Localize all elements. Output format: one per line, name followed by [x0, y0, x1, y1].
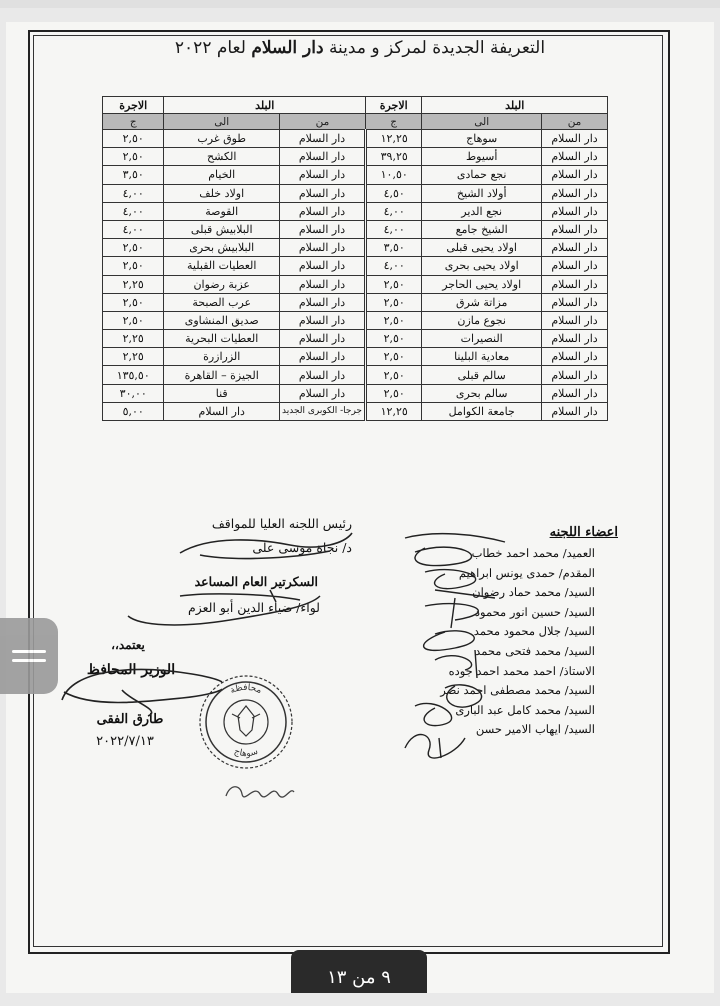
committee-member: السيد/ ايهاب الامير حسن	[475, 722, 595, 737]
cell-to-right: نجع حمادى	[422, 166, 542, 184]
cell-to-right: مزاتة شرق	[422, 293, 542, 311]
cell-from-left: دار السلام	[280, 330, 366, 348]
cell-to-right: سالم قبلى	[422, 366, 542, 384]
cell-fare-left: ٢,٥٠	[103, 293, 164, 311]
table-row	[103, 293, 608, 311]
cell-from-right: دار السلام	[542, 184, 608, 202]
cell-fare-right: ٣,٥٠	[365, 239, 421, 257]
cell-from-left: جرجا- الكوبرى الجديد	[280, 402, 366, 420]
subheader-to-left: الى	[164, 114, 280, 130]
table-row	[103, 402, 608, 420]
cell-to-left: الخيام	[164, 166, 280, 184]
fare-table	[102, 96, 608, 421]
table-row	[103, 239, 608, 257]
cell-from-right: دار السلام	[542, 384, 608, 402]
handle-grip-line	[12, 650, 46, 653]
cell-fare-left: ٢,٥٠	[103, 130, 164, 148]
cell-from-right: دار السلام	[542, 311, 608, 329]
governor-name: طارق الفقى	[96, 712, 164, 727]
chair-signature-icon	[170, 525, 360, 565]
cell-to-left: البلابيش بحرى	[164, 239, 280, 257]
cell-from-left: دار السلام	[280, 184, 366, 202]
cell-fare-right: ١٢,٢٥	[365, 130, 421, 148]
cell-fare-left: ٢,٢٥	[103, 275, 164, 293]
cell-to-left: الزرازرة	[164, 348, 280, 366]
cell-from-right: دار السلام	[542, 275, 608, 293]
cell-from-left: دار السلام	[280, 275, 366, 293]
committee-member: السيد/ حسين انور محمود	[474, 604, 595, 619]
header-destination-right: البلد	[422, 97, 608, 114]
document-title	[0, 38, 720, 58]
table-row	[103, 220, 608, 238]
committee-member: المقدم/ حمدى يونس ابراهيم	[458, 565, 595, 580]
side-panel-handle[interactable]	[0, 618, 58, 694]
committee-signatures-icon	[395, 528, 525, 760]
cell-fare-left: ٢,٥٠	[103, 239, 164, 257]
cell-fare-right: ١٢,٢٥	[365, 402, 421, 420]
cell-from-right: دار السلام	[542, 148, 608, 166]
cell-to-left: قنا	[164, 384, 280, 402]
subheader-from-right: من	[542, 114, 608, 130]
cell-from-left: دار السلام	[280, 220, 366, 238]
cell-fare-right: ٢,٥٠	[365, 384, 421, 402]
cell-from-right: دار السلام	[542, 366, 608, 384]
cell-to-right: أسيوط	[422, 148, 542, 166]
cell-fare-left: ٤,٠٠	[103, 184, 164, 202]
title-prefix: التعريفة الجديدة لمركز و مدينة	[328, 38, 546, 58]
svg-text:سوهاج	[233, 747, 260, 759]
cell-to-right: معادية البلينا	[422, 348, 542, 366]
cell-to-right: نجع الدير	[422, 202, 542, 220]
cell-from-right: دار السلام	[542, 202, 608, 220]
cell-fare-right: ٢,٥٠	[365, 330, 421, 348]
cell-from-left: دار السلام	[280, 293, 366, 311]
committee-member: الاستاذ/ احمد محمد احمد جوده	[448, 663, 595, 678]
cell-from-left: دار السلام	[280, 384, 366, 402]
approval-text: يعتمد،،	[111, 638, 145, 652]
cell-to-left: عزبة رضوان	[164, 275, 280, 293]
cell-to-right: اولاد يحيى بحرى	[422, 257, 542, 275]
table-row	[103, 366, 608, 384]
cell-to-left: العطيات القبلية	[164, 257, 280, 275]
cell-fare-right: ٤,٠٠	[365, 202, 421, 220]
cell-to-left: الكشح	[164, 148, 280, 166]
cell-to-right: النصيرات	[422, 330, 542, 348]
cell-fare-right: ٢,٥٠	[365, 275, 421, 293]
cell-fare-right: ٤,٠٠	[365, 257, 421, 275]
cell-to-right: نجوع مازن	[422, 311, 542, 329]
table-subheader-row	[103, 114, 608, 130]
handle-grip-line	[12, 659, 46, 662]
cell-to-right: اولاد يحيى قبلى	[422, 239, 542, 257]
cell-to-left: اولاد خلف	[164, 184, 280, 202]
cell-to-right: أولاد الشيخ	[422, 184, 542, 202]
subheader-to-right: الى	[422, 114, 542, 130]
table-row	[103, 202, 608, 220]
committee-member: العميد/ محمد احمد خطاب	[471, 546, 595, 560]
table-header-row	[103, 97, 608, 114]
table-row	[103, 348, 608, 366]
cell-from-right: دار السلام	[542, 166, 608, 184]
table-row	[103, 384, 608, 402]
cell-from-left: دار السلام	[280, 130, 366, 148]
title-suffix: لعام ٢٠٢٢	[174, 38, 246, 58]
cell-fare-left: ٥,٠٠	[103, 402, 164, 420]
table-row	[103, 130, 608, 148]
seal-top-text: محافظة	[228, 682, 264, 697]
cell-from-left: دار السلام	[280, 239, 366, 257]
cell-from-right: دار السلام	[542, 402, 608, 420]
cell-fare-right: ٢,٥٠	[365, 311, 421, 329]
cell-to-left: الجيزة – القاهرة	[164, 366, 280, 384]
table-row	[103, 166, 608, 184]
cell-fare-right: ٢,٥٠	[365, 348, 421, 366]
cell-fare-right: ٢,٥٠	[365, 293, 421, 311]
page-indicator: ٩ من ١٣	[291, 950, 427, 993]
cell-from-right: دار السلام	[542, 257, 608, 275]
table-row	[103, 148, 608, 166]
svg-text:محافظة	[229, 683, 263, 696]
cell-fare-right: ٤,٠٠	[365, 220, 421, 238]
cell-fare-right: ١٠,٥٠	[365, 166, 421, 184]
cell-fare-right: ٣٩,٢٥	[365, 148, 421, 166]
secretary-name: لواء/ ضياء الدين أبو العزم	[188, 600, 320, 615]
cell-fare-left: ١٣٥,٥٠	[103, 366, 164, 384]
cell-from-left: دار السلام	[280, 166, 366, 184]
table-row	[103, 257, 608, 275]
cell-fare-left: ٤,٠٠	[103, 220, 164, 238]
cell-from-right: دار السلام	[542, 330, 608, 348]
cell-from-right: دار السلام	[542, 348, 608, 366]
cell-from-right: دار السلام	[542, 130, 608, 148]
cell-fare-left: ٢,٥٠	[103, 311, 164, 329]
table-row	[103, 311, 608, 329]
cell-fare-right: ٢,٥٠	[365, 366, 421, 384]
subheader-currency-left: ج	[103, 114, 164, 130]
governor-number: ٢٠٢٢/٧/١٣	[96, 734, 154, 749]
cell-fare-left: ٢,٢٥	[103, 330, 164, 348]
cell-from-left: دار السلام	[280, 348, 366, 366]
cell-to-right: جامعة الكوامل	[422, 402, 542, 420]
cell-to-left: القوصة	[164, 202, 280, 220]
committee-member: السيد/ محمد كامل عبد البارى	[455, 702, 595, 717]
cell-fare-left: ٢,٥٠	[103, 257, 164, 275]
seal-stamp-mark-icon	[220, 778, 300, 804]
cell-fare-left: ٣,٥٠	[103, 166, 164, 184]
cell-from-right: دار السلام	[542, 220, 608, 238]
cell-fare-left: ٣٠,٠٠	[103, 384, 164, 402]
cell-to-right: اولاد يحيى الحاجر	[422, 275, 542, 293]
subheader-from-left: من	[280, 114, 366, 130]
cell-from-left: دار السلام	[280, 311, 366, 329]
cell-to-right: سالم بحرى	[422, 384, 542, 402]
governorate-seal-icon	[196, 672, 296, 772]
cell-fare-left: ٢,٥٠	[103, 148, 164, 166]
header-destination-left: البلد	[164, 97, 366, 114]
cell-from-left: دار السلام	[280, 257, 366, 275]
cell-from-right: دار السلام	[542, 239, 608, 257]
table-row	[103, 330, 608, 348]
header-fare-left: الاجرة	[103, 97, 164, 114]
chair-name: د/ نجاة موسى على	[252, 540, 352, 555]
cell-to-right: سوهاج	[422, 130, 542, 148]
cell-fare-right: ٤,٥٠	[365, 184, 421, 202]
committee-member: السيد/ محمد فتحى محمد	[475, 643, 595, 658]
header-fare-right: الاجرة	[365, 97, 421, 114]
cell-from-left: دار السلام	[280, 148, 366, 166]
cell-fare-left: ٢,٢٥	[103, 348, 164, 366]
committee-member: السيد/ محمد حماد رضوان	[472, 585, 595, 600]
cell-from-left: دار السلام	[280, 366, 366, 384]
cell-to-left: طوق غرب	[164, 130, 280, 148]
cell-from-right: دار السلام	[542, 293, 608, 311]
cell-to-left: العطيات البحرية	[164, 330, 280, 348]
committee-heading: اعضاء اللجنه	[549, 525, 618, 540]
cell-fare-left: ٤,٠٠	[103, 202, 164, 220]
subheader-currency-right: ج	[365, 114, 421, 130]
cell-from-left: دار السلام	[280, 202, 366, 220]
table-row	[103, 275, 608, 293]
committee-member: السيد/ جلال محمود محمد	[473, 624, 595, 639]
cell-to-left: صديق المنشاوى	[164, 311, 280, 329]
secretary-title: السكرتير العام المساعد	[194, 574, 318, 589]
table-row	[103, 184, 608, 202]
cell-to-left: عرب الصبحة	[164, 293, 280, 311]
chair-title: رئيس اللجنه العليا للمواقف	[211, 516, 352, 531]
committee-member: السيد/ محمد مصطفى احمد نصر	[440, 683, 595, 698]
cell-to-left: البلابيش قبلى	[164, 220, 280, 238]
minister-title: الوزير المحافظ	[86, 662, 176, 678]
cell-to-left: دار السلام	[164, 402, 280, 420]
secretary-signature-icon	[120, 586, 330, 632]
top-status-strip	[0, 0, 720, 8]
title-city: دار السلام	[251, 38, 324, 58]
cell-to-right: الشيخ جامع	[422, 220, 542, 238]
seal-bottom-text: سوهاج	[232, 746, 260, 760]
